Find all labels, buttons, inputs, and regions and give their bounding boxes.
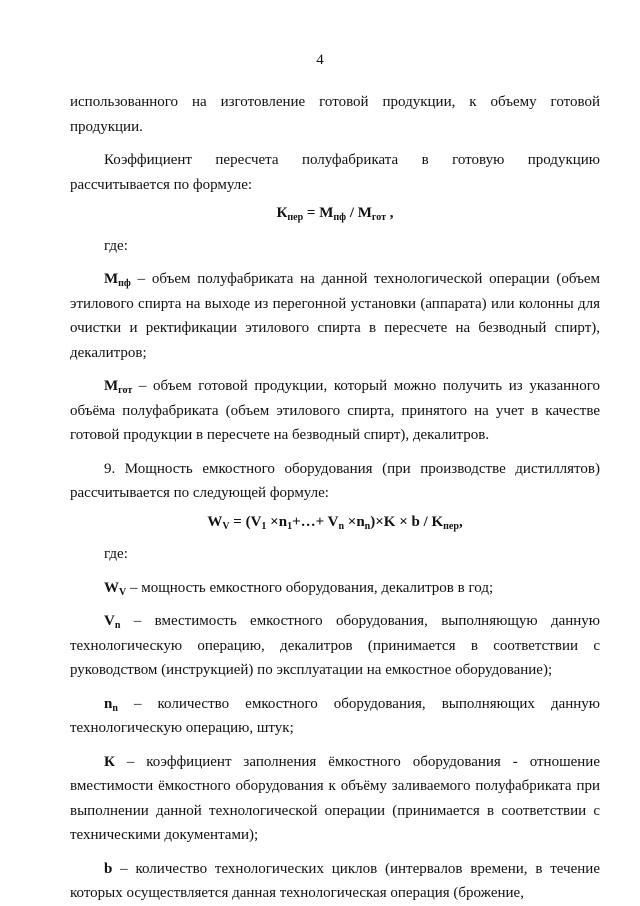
definition-v-n: $V_n$ – вместимость емкостного оборудования, выполняющую данную технологическую операцию, декалитров (принимается в соответствии с руководством (инструкцией) по эксплуатации на емкостное оборудование); (70, 613, 600, 678)
definition-w-v: $W_V$ – мощность емкостного оборудования, декалитров в год; (104, 579, 494, 598)
symbol-m-got: $М_{гот}$ (104, 378, 133, 396)
paragraph-item-9: 9. Мощность емкостного оборудования (при производстве дистиллятов) рассчитывается по следующей формуле: (70, 460, 600, 501)
definition-m-pf: $М_{пф}$ – объем полуфабриката на данной технологической операции (объем этилового спирта на выходе из перегонной установки (аппарата) или колонны для очистки и ректификации этилового спирта в пересчете на безводный спирт), декалитров; (70, 271, 600, 361)
paragraph-conversion-coefficient: Коэффициент пересчета полуфабриката в готовую продукцию рассчитывается по формуле: (70, 152, 600, 193)
where-label: где: (104, 237, 128, 254)
symbol-b: b (104, 860, 113, 877)
formula-capacity: $W_V = (V_1$ $\times n_1+\dots+ V_n \times n_n)\times K \times b / K_{пер}$, (207, 513, 463, 532)
symbol-k: К (104, 753, 115, 770)
formula-conversion-coefficient: $К_{пер} = М_{пф} / М_{гот}$ , (276, 205, 394, 223)
symbol-n-n: $n_n$ (104, 695, 118, 714)
symbol-w-v: $W_V$ (104, 579, 127, 598)
symbol-m-pf: $М_{пф}$ (104, 271, 131, 289)
definition-b: b – количество технологических циклов (интервалов времени, в течение которых осуществляется данная технологическая операция (брожение, (70, 860, 600, 901)
page-number: 4 (316, 52, 324, 68)
where-label: где: (104, 546, 128, 562)
paragraph-continuation: использованного на изготовление готовой продукции, к объему готовой продукции. (70, 94, 600, 135)
document-body (70, 90, 600, 906)
definition-n-n: $n_n$ – количество емкостного оборудования, выполняющих данную технологическую операцию, штук; (70, 695, 601, 736)
symbol-v-n: $V_n$ (104, 613, 121, 631)
definition-k: К – коэффициент заполнения ёмкостного оборудования - отношение вместимости ёмкостного оборудования к объёму заливаемого полуфабриката при выполнении данной технологической операции (принимается в соответствии с техническими документами); (70, 753, 600, 843)
definition-m-got: $М_{гот}$ – объем готовой продукции, который можно получить из указанного объёма полуфабриката (объем этилового спирта, принятого на учет в качестве готовой продукции в пересчете на безводный спирт), декалитров. (70, 378, 600, 443)
